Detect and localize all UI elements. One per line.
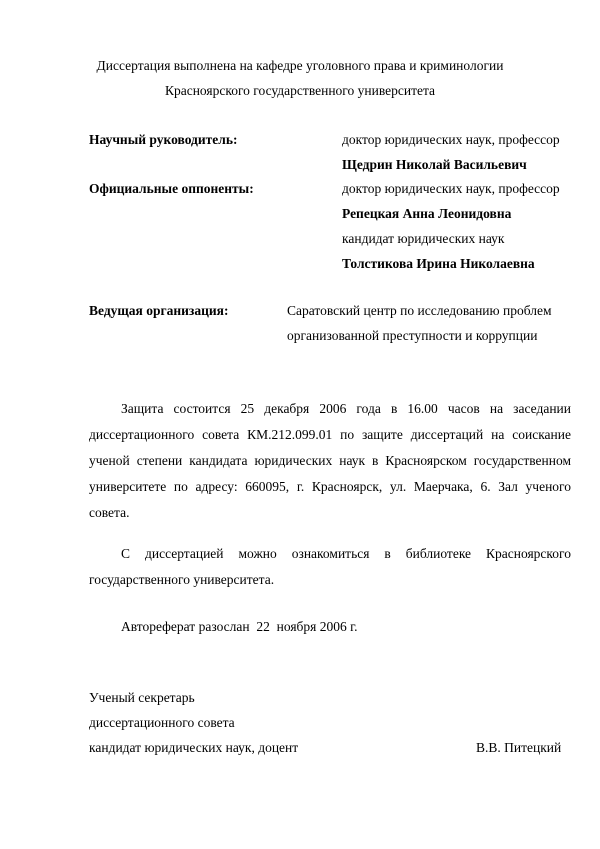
secretary-line-3: кандидат юридических наук, доцент <box>89 740 299 755</box>
leading-org-line-1: Саратовский центр по исследованию проблем <box>287 303 552 318</box>
header-line-2: Красноярского государственного университета <box>164 83 436 98</box>
opponents-label: Официальные оппоненты: <box>89 181 254 196</box>
supervisor-title: доктор юридических наук, профессор <box>342 132 560 147</box>
defense-paragraph <box>89 396 571 526</box>
opponent-2-name: Толстикова Ирина Николаевна <box>342 256 535 271</box>
secretary-line-1: Ученый секретарь <box>89 690 195 705</box>
leading-org-line-2: организованной преступности и коррупции <box>287 328 538 343</box>
secretary-line-2: диссертационного совета <box>89 715 235 730</box>
opponent-1-title: доктор юридических наук, профессор <box>342 181 560 196</box>
opponent-1-name: Репецкая Анна Леонидовна <box>342 206 512 221</box>
leading-org-label: Ведущая организация: <box>89 303 229 318</box>
defense-text: Защита состоится 25 декабря 2006 года в 16.00 часов на заседании диссертационного совета КМ.212.099.01 по защите диссертаций на соискание ученой степени кандидата юридических наук в Красноярском государственном университете по адресу: 660095, г. Красноярск, ул. Маерчака, 6. Зал ученого совета. <box>89 401 571 520</box>
library-text: С диссертацией можно ознакомиться в библиотеке Красноярского государственного университета. <box>89 546 571 587</box>
header-line-1: Диссертация выполнена на кафедре уголовного права и криминологии <box>96 58 504 73</box>
abstract-sent-line: Автореферат разослан 22 ноября 2006 г. <box>121 619 358 634</box>
supervisor-name: Щедрин Николай Васильевич <box>342 157 527 172</box>
library-paragraph <box>89 541 571 593</box>
secretary-name: В.В. Питецкий <box>476 740 562 755</box>
opponent-2-title: кандидат юридических наук <box>342 231 505 246</box>
supervisor-label: Научный руководитель: <box>89 132 238 147</box>
